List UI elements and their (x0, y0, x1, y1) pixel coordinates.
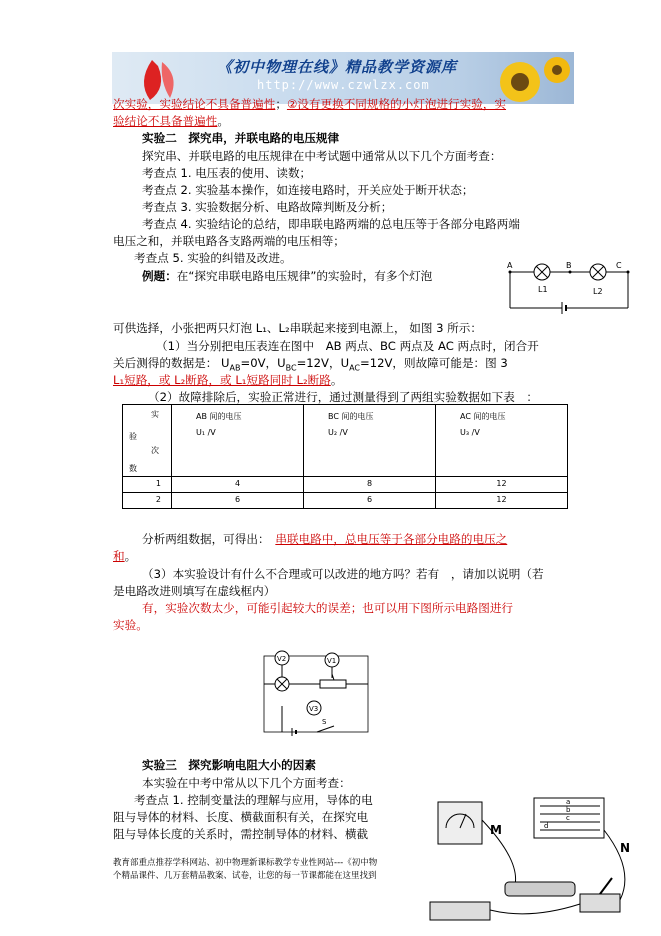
exp2-point-2: 考查点 2. 实验基本操作，如连接电路时，开关应处于断开状态； (142, 183, 474, 197)
row1-bc: 8 (304, 477, 436, 493)
uac-sub: AC (349, 363, 360, 373)
row2-ab: 6 (172, 493, 304, 509)
row1-ac: 12 (436, 477, 568, 493)
row2-trial: 2 (123, 493, 172, 509)
exp2-point-5: 考查点 5. 实验的纠错及改进。 (134, 251, 292, 265)
q3-line-2: 是电路改进则填写在虚线框内） (113, 584, 276, 598)
v1-label: V1 (327, 657, 337, 665)
footer-line-1: 教育部重点推荐学科网站、初中物理新课标教学专业性网站---《初中物 (113, 858, 378, 868)
q1-measured-label: 关后测得的数据是： (113, 356, 218, 370)
analysis-answer-end: 和 (113, 549, 125, 563)
q1-line-1: （1）当分别把电压表连在图中 AB 两点、BC 两点及 AC 两点时，闭合开 (156, 339, 539, 353)
q3-answer-2: 实验。 (113, 618, 148, 632)
footer-line-2: 个精品课件、几万套精品教案、试卷，让您的每一节课都能在这里找到 (113, 871, 377, 881)
row2-bc: 6 (304, 493, 436, 509)
row1-ab: 4 (172, 477, 304, 493)
l2-label: L2 (593, 287, 603, 296)
exp2-desc: 探究串、并联电路的电压规律在中考试题中通常从以下几个方面考查： (142, 149, 502, 163)
intro-text-end: 。 (217, 114, 229, 128)
exp2-heading: 实验二 探究串，并联电路的电压规律 (142, 131, 340, 145)
header-trial-char-4: 数 (129, 464, 137, 473)
label-n: N (620, 841, 631, 855)
header-ac (436, 405, 568, 477)
v2-label: V2 (277, 655, 287, 663)
header-bc-name: BC 间的电压 (328, 412, 374, 421)
header-trial-char-3: 次 (151, 446, 159, 455)
v3-label: V3 (309, 705, 319, 713)
q3-line-1: （3）本实验设计有什么不合理或可以改进的地方吗？若有 ，请加以说明（若 (142, 567, 544, 581)
header-trial-char-1: 实 (151, 410, 159, 419)
ubc-value: =12V， (296, 356, 341, 370)
uab-sub: AB (229, 363, 241, 373)
intro-line-1 (113, 96, 506, 113)
exp2-point-4-cont: 电压之和，并联电路各支路两端的电压相等； (113, 234, 345, 248)
header-bc (304, 405, 436, 477)
analysis-prefix: 分析两组数据，可得出： (142, 532, 264, 546)
header-trial-cell (123, 405, 172, 477)
exp2-point-3: 考查点 3. 实验数据分析、电路故障判断及分析； (142, 200, 393, 214)
wire-c: c (566, 814, 570, 822)
header-ac-unit: U₃ /V (460, 428, 480, 437)
point-a-label: A (507, 261, 513, 270)
example-text: 在“探究串联电路电压规律”的实验时，有多个灯泡 (176, 269, 433, 283)
analysis-line-2 (113, 548, 136, 565)
intro-line-2 (113, 113, 229, 130)
table-row (123, 493, 568, 509)
intro-text-a: 次实验，实验结论不具备普遍性 (113, 97, 276, 111)
q3-answer-1: 有，实验次数太少，可能引起较大的误差；也可以用下图所示电路图进行 (142, 601, 514, 615)
point-b-label: B (566, 261, 572, 270)
header-ab-unit: U₁ /V (196, 428, 216, 437)
series-circuit-diagram (500, 258, 635, 318)
analysis-line (142, 531, 507, 548)
example-line (142, 268, 432, 285)
uac-value: =12V，则故障可能是：图 3 (360, 356, 508, 370)
label-m: M (490, 823, 502, 837)
data-table (122, 404, 568, 509)
wire-d: d (544, 822, 549, 830)
intro-text-c: ②没有更换不同规格的小灯泡进行实验，实 (286, 97, 507, 111)
table-row (123, 477, 568, 493)
improved-circuit-diagram (262, 648, 372, 738)
table-header-row (123, 405, 568, 477)
uac-symbol: U (340, 356, 350, 370)
q1-answer: L₁短路，或 L₂断路，或 L₁短路同时 L₂断路 (113, 373, 331, 387)
ubc-sub: BC (285, 363, 297, 373)
ubc-symbol: U (277, 356, 286, 370)
banner-url: http://www.czwlzx.com (257, 78, 430, 92)
exp3-p2: 阻与导体的材料、长度、横截面积有关，在探究电 (113, 810, 369, 824)
example-cont: 可供选择，小张把两只灯泡 L₁、L₂串联起来接到电源上， 如图 3 所示： (113, 321, 482, 335)
exp3-desc: 本实验在中考中常从以下几个方面考查： (142, 776, 351, 790)
exp3-p1: 考查点 1. 控制变量法的理解与应用，导体的电 (134, 793, 373, 807)
intro-text-d: 验结论不具备普遍性 (113, 114, 218, 128)
l1-label: L1 (538, 285, 548, 294)
switch-label: S (322, 718, 327, 726)
header-trial-char-2: 验 (129, 432, 137, 441)
example-label: 例题： (142, 269, 177, 283)
banner-title: 《初中物理在线》精品教学资源库 (217, 58, 458, 76)
wire-a: a (566, 798, 571, 806)
wire-b: b (566, 806, 571, 814)
header-ab-name: AB 间的电压 (196, 412, 242, 421)
exp3-p3: 阻与导体长度的关系时，需控制导体的材料、横截 (113, 827, 369, 841)
exp2-point-4: 考查点 4. 实验结论的总结，即串联电路两端的总电压等于各部分电路两端 (142, 217, 520, 231)
row2-ac: 12 (436, 493, 568, 509)
uab-value: =0V， (240, 356, 278, 370)
resistance-apparatus-figure (420, 790, 640, 930)
row1-trial: 1 (123, 477, 172, 493)
q1-answer-end: 。 (330, 373, 343, 387)
analysis-period: 。 (124, 549, 137, 563)
point-c-label: C (616, 261, 622, 270)
header-bc-unit: U₂ /V (328, 428, 348, 437)
exp3-heading: 实验三 探究影响电阻大小的因素 (142, 758, 316, 772)
header-ac-name: AC 间的电压 (460, 412, 506, 421)
exp2-point-1: 考查点 1. 电压表的使用、读数； (142, 166, 312, 180)
intro-text-b: ； (275, 97, 287, 111)
q1-answer-line (113, 372, 342, 389)
uab-symbol: U (221, 356, 230, 370)
header-ab (172, 405, 304, 477)
analysis-answer: 串联电路中，总电压等于各部分电路的电压之 (275, 532, 508, 546)
q2-line: （2）故障排除后，实验正常进行，通过测量得到了两组实验数据如下表 ： (148, 390, 538, 404)
